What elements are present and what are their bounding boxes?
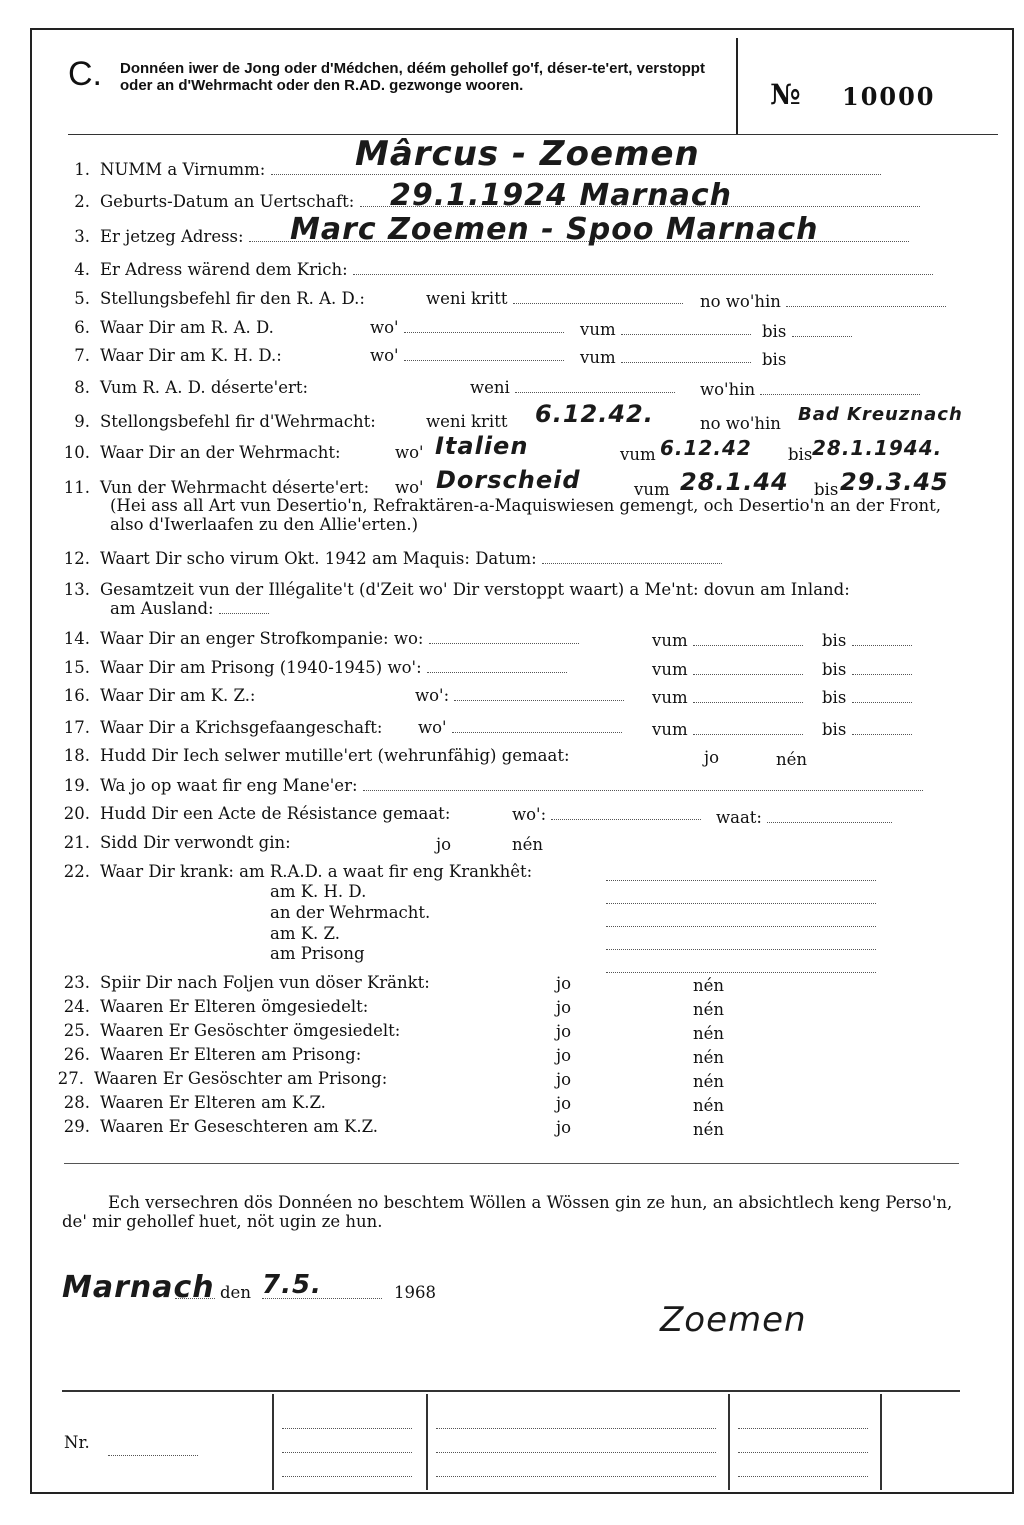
question-25: 25. Waaren Er Gesöschter ömgesiedelt: xyxy=(63,1021,401,1040)
signature: Zoemen xyxy=(660,1300,807,1340)
declaration: Ech versechren dös Donnéen no beschtem Wöllen a Wössen gin ze hun, an absichtlech keng Perso'n, de' mir gehollef huet, nöt ugin ze hun. xyxy=(62,1193,953,1231)
number-symbol: № xyxy=(770,78,801,111)
question-2: 2. Geburts-Datum an Uertschaft: xyxy=(50,192,920,211)
den-label: den xyxy=(220,1283,251,1302)
q22-sub-3: am K. Z. xyxy=(270,924,340,943)
question-22: 22. Waar Dir krank: am R.A.D. a waat fir eng Krankhêt: xyxy=(63,862,533,881)
date-year: 1968 xyxy=(394,1283,436,1302)
form-number: 10000 xyxy=(842,82,936,111)
divider xyxy=(64,1163,959,1164)
question-4: 4. Er Adress wärend dem Krich: xyxy=(50,260,933,279)
question-19: 19. Wa jo op waat fir eng Mane'er: xyxy=(50,776,923,795)
question-26: 26. Waaren Er Elteren am Prisong: xyxy=(63,1045,362,1064)
question-16: 16. Waar Dir am K. Z.: xyxy=(63,686,256,705)
question-21: 21. Sidd Dir verwondt gin: xyxy=(63,833,291,852)
question-17: 17. Waar Dir a Krichsgefaangeschaft: xyxy=(63,718,383,737)
answer-10c: 28.1.1944. xyxy=(812,436,943,460)
question-13: 13. Gesamtzeit vun der Illégalite't (d'Zeit wo' Dir verstoppt waart) a Me'nt: dovun am Inland: xyxy=(63,580,850,599)
answer-11c: 29.3.45 xyxy=(840,468,949,496)
answer-11a: Dorscheid xyxy=(436,466,581,494)
answer-name: Mârcus - Zoemen xyxy=(355,134,700,174)
answer-11b: 28.1.44 xyxy=(680,468,789,496)
question-20: 20. Hudd Dir een Acte de Résistance gemaat: xyxy=(63,804,451,823)
question-23: 23. Spiir Dir nach Foljen vun döser Kränkt: xyxy=(63,973,430,992)
question-29: 29. Waaren Er Geseschteren am K.Z. xyxy=(63,1117,379,1136)
question-15: 15. Waar Dir am Prisong (1940-1945) wo': xyxy=(50,658,567,677)
question-11: 11. Vun der Wehrmacht déserte'ert: xyxy=(63,478,370,497)
q22-sub-4: am Prisong xyxy=(270,944,365,963)
nr-label: Nr. xyxy=(64,1433,90,1452)
question-24: 24. Waaren Er Elteren ömgesiedelt: xyxy=(63,997,369,1016)
section-letter: C. xyxy=(68,55,102,93)
question-1: 1. NUMM a Virnumm: xyxy=(50,160,881,179)
q22-sub-1: am K. H. D. xyxy=(270,882,367,901)
form-title: Donnéen iwer de Jong oder d'Médchen, déém gehollef go'f, déser-te'ert, verstoppt oder an d'Wehrmacht oder den R.AD. gezwonge wooren. xyxy=(120,60,705,94)
q22-sub-2: an der Wehrmacht. xyxy=(270,903,431,922)
question-18: 18. Hudd Dir Iech selwer mutille'ert (wehrunfähig) gemaat: xyxy=(63,746,570,765)
question-6: 6. Waar Dir am R. A. D. xyxy=(74,318,274,337)
header-divider xyxy=(736,38,738,134)
answer-birth: 29.1.1924 Marnach xyxy=(390,178,732,213)
question-7: 7. Waar Dir am K. H. D.: xyxy=(74,346,282,365)
question-12: 12. Waart Dir scho virum Okt. 1942 am Maquis: Datum: xyxy=(50,549,722,568)
question-8: 8. Vum R. A. D. déserte'ert: xyxy=(74,378,309,397)
question-9: 9. Stellongsbefehl fir d'Wehrmacht: xyxy=(74,412,376,431)
question-3: 3. Er jetzeg Adress: xyxy=(50,227,909,246)
footer-table xyxy=(62,1390,960,1490)
answer-9b: Bad Kreuznach xyxy=(798,404,963,425)
question-5: 5. Stellungsbefehl fir den R. A. D.: xyxy=(74,289,365,308)
answer-10b: 6.12.42 xyxy=(660,436,752,460)
answer-10a: Italien xyxy=(435,432,529,460)
question-10: 10. Waar Dir an der Wehrmacht: xyxy=(63,443,341,462)
question-27: 27. Waaren Er Gesöschter am Prisong: xyxy=(57,1069,388,1088)
question-14: 14. Waar Dir an enger Strofkompanie: wo: xyxy=(50,629,579,648)
date-day: 7.5. xyxy=(262,1270,322,1300)
question-28: 28. Waaren Er Elteren am K.Z. xyxy=(63,1093,326,1112)
answer-address: Marc Zoemen - Spoo Marnach xyxy=(290,212,819,247)
place: Marnach xyxy=(62,1270,215,1305)
question-11-note: (Hei ass all Art vun Desertio'n, Refraktären-a-Maquiswiesen gemengt, och Desertio'n an der Front, also d'Iwerlaafen zu den Allie'erten.) xyxy=(110,496,941,534)
answer-9a: 6.12.42. xyxy=(535,400,654,428)
